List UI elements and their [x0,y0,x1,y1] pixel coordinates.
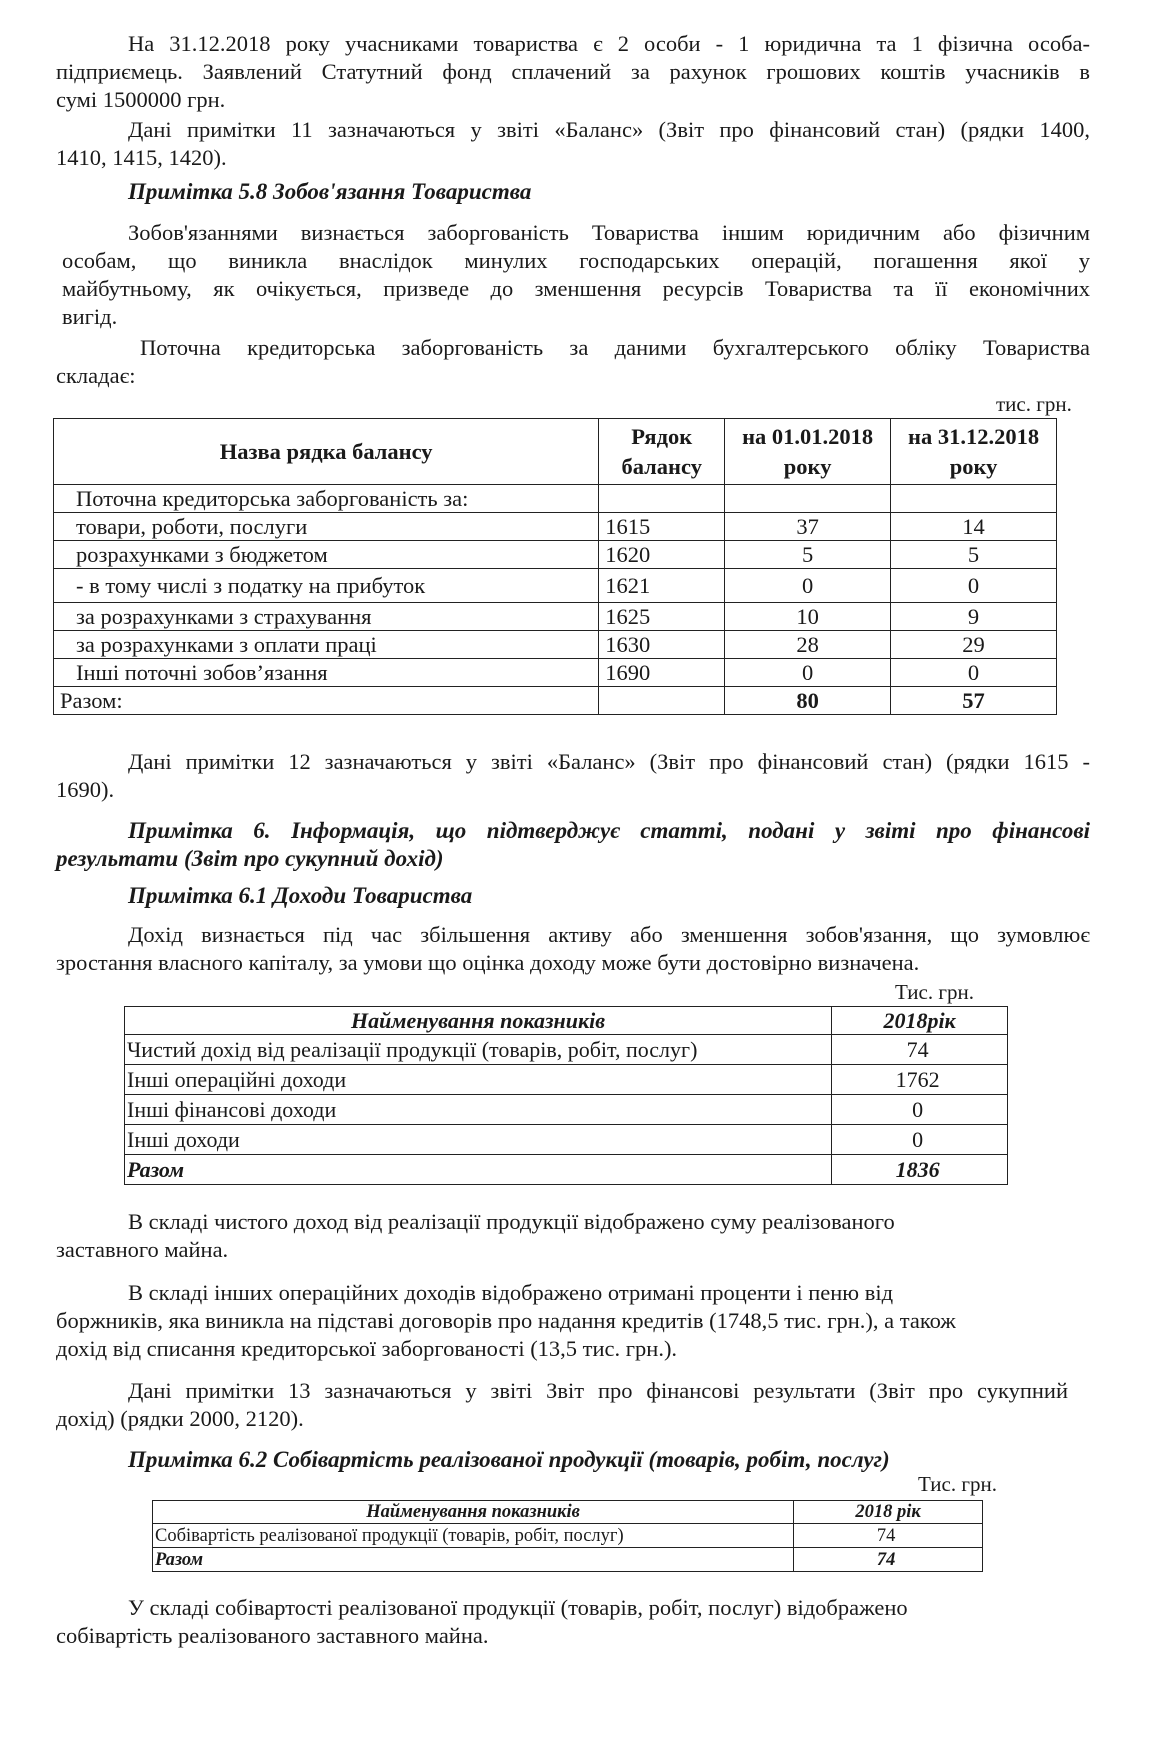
section-heading: результати (Звіт про сукупний дохід) [56,846,444,871]
unit-label: Тис. грн. [918,1472,997,1496]
row-value: 74 [832,1035,1008,1065]
row-end: 0 [891,569,1057,603]
row-name: Собівартість реалізованої продукції (товарів, робіт, послуг) [153,1524,794,1548]
table-row [54,541,1057,569]
row-start: 0 [725,659,891,687]
text-line: складає: [56,363,136,388]
row-start: 37 [725,513,891,541]
row-value: 74 [794,1524,983,1548]
row-end: 14 [891,513,1057,541]
section-heading: Примітка 5.8 Зобов'язання Товариства [128,179,532,204]
text-line: дохід від списання кредиторської заборгованості (13,5 тис. грн.). [56,1336,678,1361]
column-header: Найменування показників [153,1501,794,1524]
text-line: майбутньому, як очікується, призведе до зменшення ресурсів Товариства та її економічних [62,276,1090,301]
table-row [125,1035,1008,1065]
table-total-row [125,1155,1008,1185]
row-end: 29 [891,631,1057,659]
total-start: 80 [725,687,891,715]
row-start: 10 [725,603,891,631]
row-name: - в тому числі з податку на прибуток [54,569,599,603]
text-line: Дані примітки 13 зазначаються у звіті Звіт про фінансові результати (Звіт про сукупний [128,1378,1068,1403]
text-line: сумі 1500000 грн. [56,87,226,112]
table-header-row [54,419,1057,485]
column-header: Рядок балансу [599,419,725,485]
row-name: Чистий дохід від реалізації продукції (товарів, робіт, послуг) [125,1035,832,1065]
text-line: собівартість реалізованого заставного майна. [56,1623,489,1648]
text-line: зростання власного капіталу, за умови що оцінка доходу може бути достовірно визначена. [56,950,920,975]
total-label: Разом [125,1155,832,1185]
table-row [125,1065,1008,1095]
section-heading: Примітка 6.1 Доходи Товариства [128,883,473,908]
text-line: 1410, 1415, 1420). [56,145,227,170]
text-line: На 31.12.2018 року учасниками товариства є 2 особи - 1 юридична та 1 фізична особа- [128,31,1090,56]
total-value: 1836 [832,1155,1008,1185]
row-start [725,485,891,513]
row-line: 1620 [599,541,725,569]
table-header-row [125,1007,1008,1035]
row-name: за розрахунками з оплати праці [54,631,599,659]
text-line: Дохід визнається під час збільшення активу або зменшення зобов'язання, що зумовлює [128,922,1090,947]
total-line [599,687,725,715]
row-end: 5 [891,541,1057,569]
row-line: 1615 [599,513,725,541]
row-start: 5 [725,541,891,569]
row-end [891,485,1057,513]
row-line: 1690 [599,659,725,687]
column-header: Найменування показників [125,1007,832,1035]
row-value: 0 [832,1125,1008,1155]
table-row [54,631,1057,659]
table-header-row [153,1501,983,1524]
table-row [54,659,1057,687]
text-line: вигід. [62,304,118,329]
row-name: розрахунками з бюджетом [54,541,599,569]
payables-table [53,418,1057,715]
total-value: 74 [794,1548,983,1572]
column-header: 2018 рік [794,1501,983,1524]
text-line: Поточна кредиторська заборгованість за даними бухгалтерського обліку Товариства [140,335,1090,360]
total-label: Разом [153,1548,794,1572]
text-line: заставного майна. [56,1237,229,1262]
row-line [599,485,725,513]
text-line: особам, що виникла внаслідок минулих господарських операцій, погашення якої у [62,248,1090,273]
column-header: на 01.01.2018 року [725,419,891,485]
table-row [125,1125,1008,1155]
row-name: Інші фінансові доходи [125,1095,832,1125]
column-header: на 31.12.2018 року [891,419,1057,485]
row-name: Поточна кредиторська заборгованість за: [54,485,599,513]
row-line: 1625 [599,603,725,631]
text-line: Дані примітки 11 зазначаються у звіті «Баланс» (Звіт про фінансовий стан) (рядки 1400, [128,117,1090,142]
table-row [125,1095,1008,1125]
table-total-row [54,687,1057,715]
row-name: за розрахунками з страхування [54,603,599,631]
row-name: товари, роботи, послуги [54,513,599,541]
table-row [54,485,1057,513]
unit-label: тис. грн. [996,392,1072,416]
row-start: 0 [725,569,891,603]
row-line: 1621 [599,569,725,603]
total-end: 57 [891,687,1057,715]
text-line: Зобов'язаннями визнається заборгованість Товариства іншим юридичним або фізичним [128,220,1090,245]
section-heading: Примітка 6. Інформація, що підтверджує статті, подані у звіті про фінансові [128,818,1090,843]
table-row [54,513,1057,541]
unit-label: Тис. грн. [895,980,974,1004]
table-row [54,603,1057,631]
text-line: боржників, яка виникла на підставі договорів про надання кредитів (1748,5 тис. грн.), а також [56,1308,956,1333]
total-label: Разом: [54,687,599,715]
text-line: підприємець. Заявлений Статутний фонд сплачений за рахунок грошових коштів учасників в [56,59,1090,84]
column-header: Назва рядка балансу [54,419,599,485]
row-end: 9 [891,603,1057,631]
table-row [153,1524,983,1548]
row-end: 0 [891,659,1057,687]
row-start: 28 [725,631,891,659]
row-name: Інші операційні доходи [125,1065,832,1095]
row-line: 1630 [599,631,725,659]
row-value: 0 [832,1095,1008,1125]
text-line: В складі інших операційних доходів відображено отримані проценти і пеню від [128,1280,894,1305]
row-name: Інші доходи [125,1125,832,1155]
cost-table [152,1500,983,1572]
table-total-row [153,1548,983,1572]
text-line: дохід) (рядки 2000, 2120). [56,1406,304,1431]
text-line: Дані примітки 12 зазначаються у звіті «Баланс» (Звіт про фінансовий стан) (рядки 1615 - [128,749,1090,774]
section-heading: Примітка 6.2 Собівартість реалізованої продукції (товарів, робіт, послуг) [128,1447,890,1472]
column-header: 2018рік [832,1007,1008,1035]
income-table [124,1006,1008,1185]
row-value: 1762 [832,1065,1008,1095]
row-name: Інші поточні зобов’язання [54,659,599,687]
text-line: 1690). [56,777,115,802]
text-line: У складі собівартості реалізованої продукції (товарів, робіт, послуг) відображено [128,1595,908,1620]
text-line: В складі чистого доход від реалізації продукції відображено суму реалізованого [128,1209,895,1234]
table-row [54,569,1057,603]
